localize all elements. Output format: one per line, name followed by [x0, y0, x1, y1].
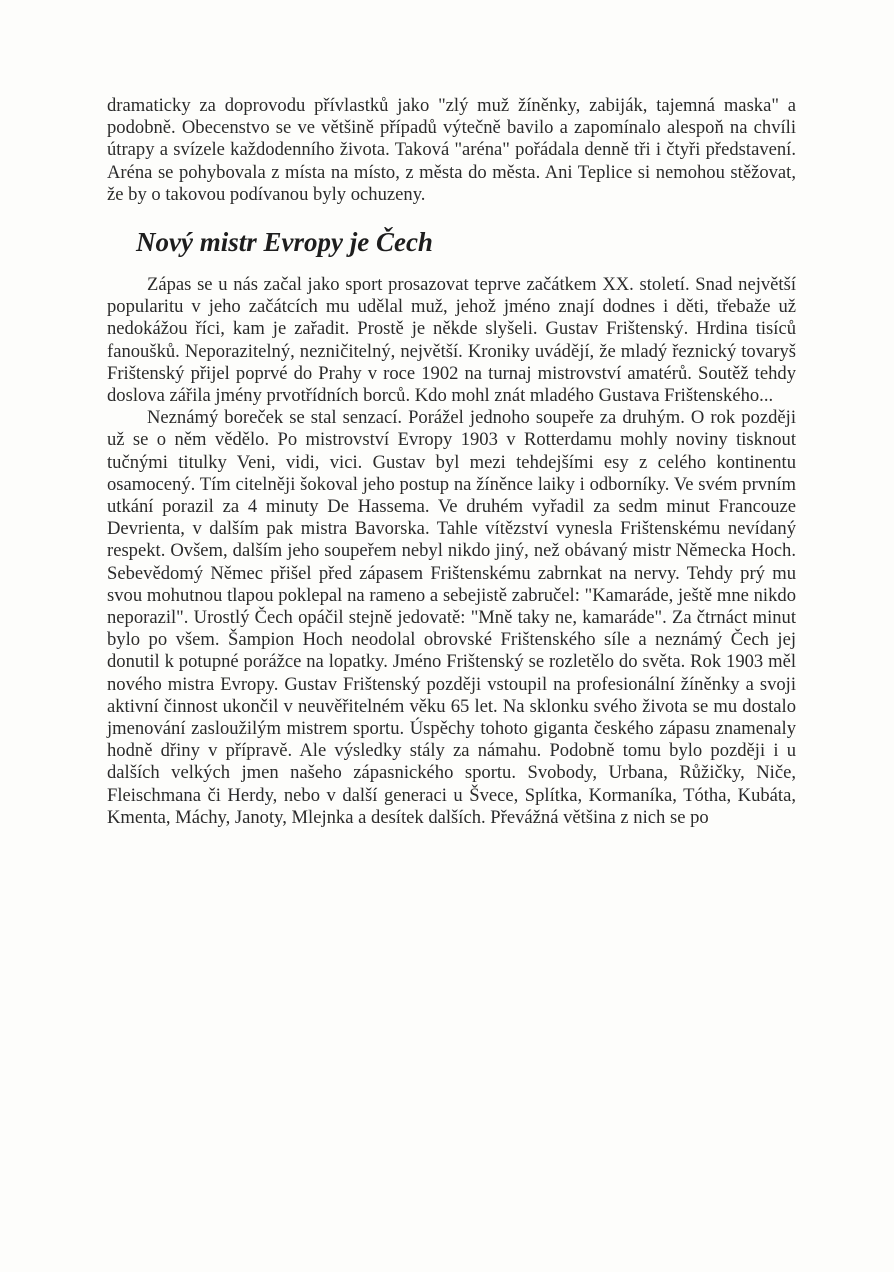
document-body: [107, 95, 796, 829]
paragraph-zapas: Zápas se u nás začal jako sport prosazovat teprve začátkem XX. století. Snad největší popularitu v jeho začátcích mu udělal muž, jehož jméno znají dodnes i děti, třebaže už nedokážou říci, kam je zařadit. Prostě je někde slyšeli. Gustav Frištenský. Hrdina tisíců fanoušků. Neporazitelný, nezničitelný, největší. Kroniky uvádějí, že mladý řeznický tovaryš Frištenský přijel poprvé do Prahy v roce 1902 na turnaj mistrovství amatérů. Soutěž tehdy doslova zářila jmény prvotřídních borců. Kdo mohl znát mladého Gustava Frištenského...: [107, 274, 796, 407]
paragraph-frištensky: Neznámý boreček se stal senzací. Porážel jednoho soupeře za druhým. O rok později už se o něm vědělo. Po mistrovství Evropy 1903 v Rotterdamu mohly noviny tisknout tučnými titulky Veni, vidi, vici. Gustav byl mezi tehdejšími esy z celého kontinentu osamocený. Tím citelněji šokoval jeho postup na žíněnce laiky i odborníky. Ve svém prvním utkání porazil za 4 minuty De Hassema. Ve druhém vyřadil za sedm minut Francouze Devrienta, v dalším pak mistra Bavorska. Tahle vítězství vynesla Frištenskému nevídaný respekt. Ovšem, dalším jeho soupeřem nebyl nikdo jiný, než obávaný mistr Německa Hoch. Sebevědomý Němec přišel před zápasem Frištenskému zabrnkat na nervy. Tehdy prý mu svou mohutnou tlapou poklepal na rameno a sebejistě zabručel: "Kamaráde, ještě mne nikdo neporazil". Urostlý Čech opáčil stejně jedovatě: "Mně taky ne, kamaráde". Za čtrnáct minut bylo po všem. Šampion Hoch neodolal obrovské Frištenského síle a neznámý Čech jej donutil k potupné porážce na lopatky. Jméno Frištenský se rozletělo do světa. Rok 1903 měl nového mistra Evropy. Gustav Frištenský později vstoupil na profesionální žíněnky a svoji aktivní činnost ukončil v neuvěřitelném věku 65 let. Na sklonku svého života se mu dostalo jmenování zasloužilým mistrem sportu. Úspěchy tohoto giganta českého zápasu znamenaly hodně dřiny v přípravě. Ale výsledky stály za námahu. Podobně tomu bylo později i u dalších velkých jmen našeho zápasnického sportu. Svobody, Urbana, Růžičky, Niče, Fleischmana či Herdy, nebo v další generaci u Švece, Splítka, Kormaníka, Tótha, Kubáta, Kmenta, Máchy, Janoty, Mlejnka a desítek dalších. Převážná většina z nich se po: [107, 407, 796, 828]
section-heading: Nový mistr Evropy je Čech: [136, 227, 433, 258]
paragraph-intro: dramaticky za doprovodu přívlastků jako "zlý muž žíněnky, zabiják, tajemná maska" a podobně. Obecenstvo se ve většině případů výtečně bavilo a zapomínalo alespoň na chvíli útrapy a svízele každodenního života. Taková "aréna" pořádala denně tři i čtyři představení. Aréna se pohybovala z místa na místo, z města do města. Ani Teplice si nemohou stěžovat, že by o takovou podívanou byly ochuzeny.: [107, 95, 796, 205]
